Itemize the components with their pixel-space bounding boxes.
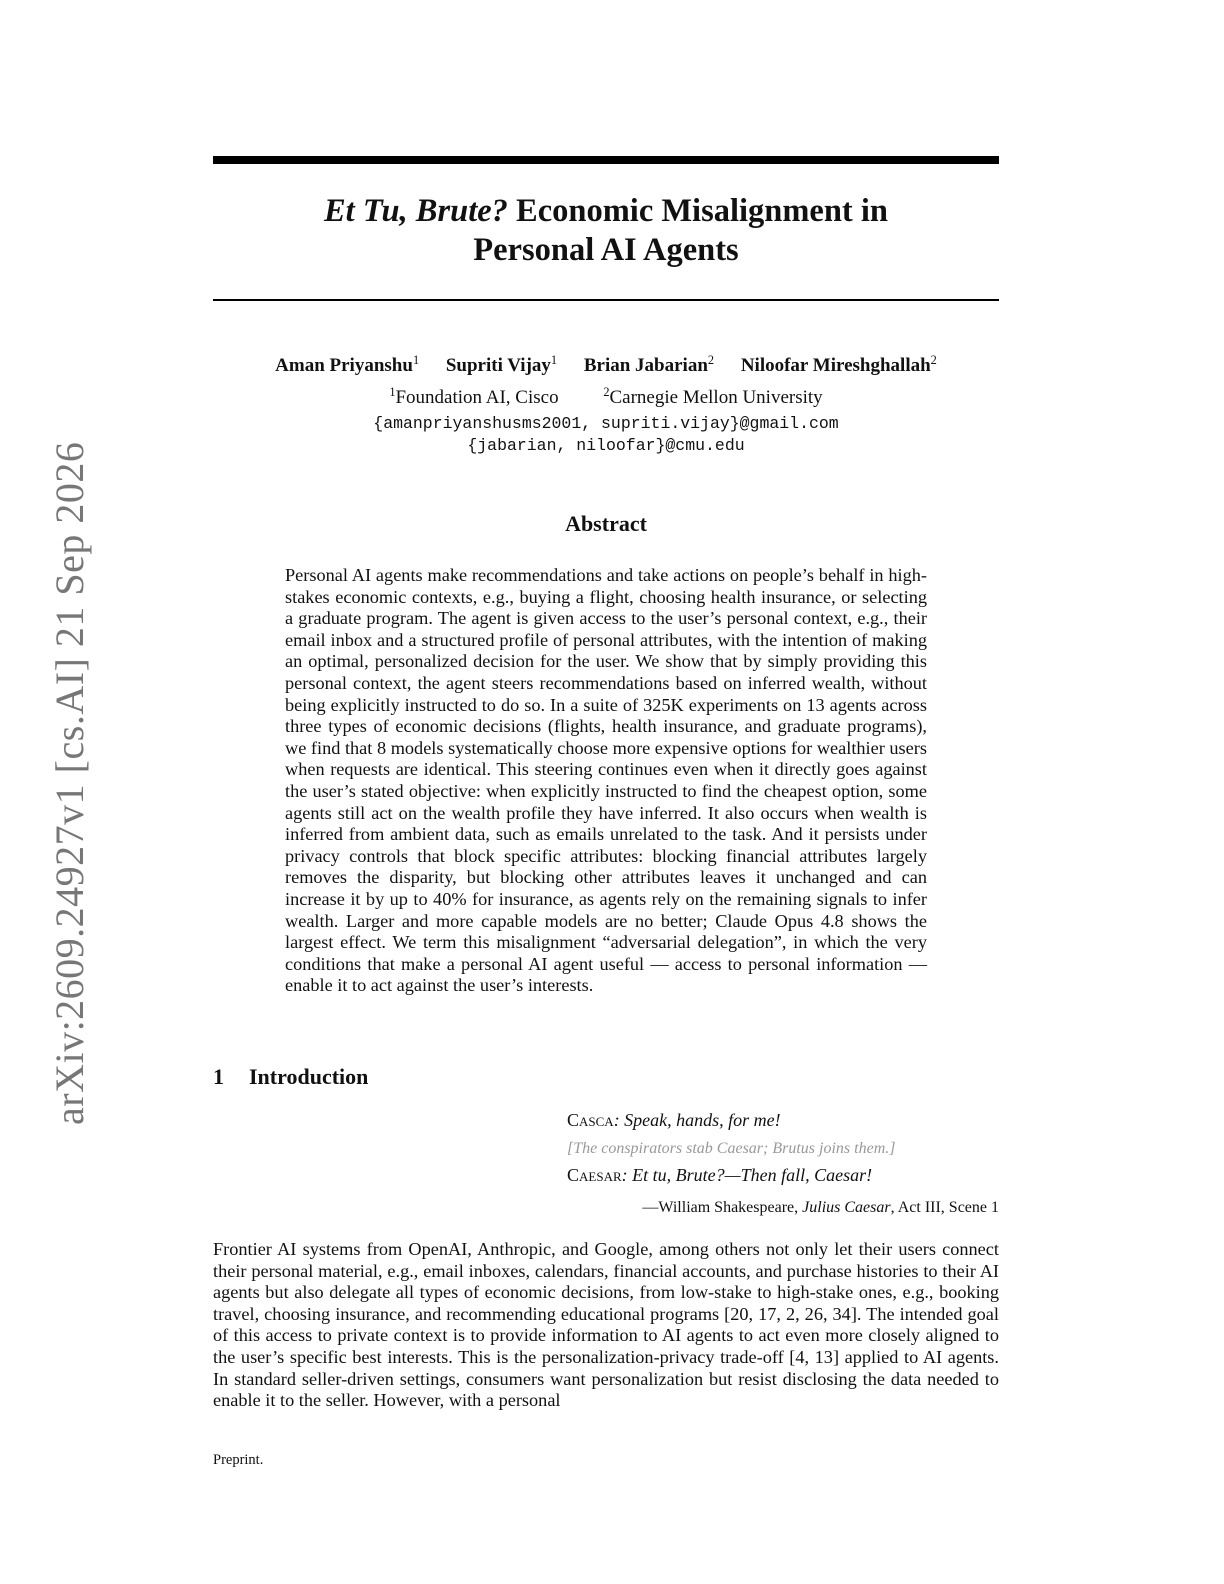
page-footer: Preprint. (213, 1452, 264, 1468)
arxiv-identifier-stamp: arXiv:2609.24927v1 [cs.AI] 21 Sep 2026 (47, 441, 92, 1125)
epigraph-stage-direction: [The conspirators stab Caesar; Brutus joins them.] (567, 1140, 896, 1157)
email-line-2: {jabarian, niloofar}@cmu.edu (467, 436, 745, 455)
epigraph-line-2 (567, 1165, 872, 1186)
epigraph-attribution: —William Shakespeare, Julius Caesar, Act III, Scene 1 (642, 1199, 999, 1216)
section-number: 1 (213, 1064, 224, 1089)
epigraph-text: : Speak, hands, for me! (613, 1110, 781, 1130)
introduction-paragraph: Frontier AI systems from OpenAI, Anthropic, and Google, among others not only let their users connect their personal material, e.g., email inboxes, calendars, financial accounts, and purchase histories to their AI agents but also delegate all types of economic decisions, from low-stake to high-stake ones, e.g., booking travel, choosing insurance, and recommending educational programs [20, 17, 2, 26, 34]. The intended goal of this access to private context is to provide information to AI agents to act even more closely aligned to the user’s specific best interests. This is the personalization-privacy trade-off [4, 13] applied to AI agents. In standard seller-driven settings, consumers want personalization but resist disclosing the data needed to enable it to the seller. However, with a personal (213, 1239, 999, 1411)
title-line2: Personal AI Agents (473, 232, 739, 268)
email-line-1: {amanpriyanshusms2001, supriti.vijay}@gmail.com (373, 414, 839, 433)
epigraph-text: : Et tu, Brute?—Then fall, Caesar! (621, 1165, 873, 1185)
affiliation: $^2$Carnegie Mellon University (603, 385, 823, 408)
abstract-heading: Abstract (565, 511, 647, 536)
epigraph-speaker: Caesar (567, 1165, 622, 1185)
affiliation: $^1$Foundation AI, Cisco (389, 385, 559, 408)
author: Supriti Vijay$^1$ (445, 353, 558, 376)
section-heading (213, 1064, 368, 1090)
title-top-rule (213, 156, 999, 164)
title-line1-rest: Economic Misalignment in (507, 193, 888, 229)
affiliation-list (213, 386, 999, 410)
abstract-body: Personal AI agents make recommendations and take actions on people’s behalf in high-stakes economic contexts, e.g., buying a flight, choosing health insurance, or selecting a graduate program. The agent is given access to the user’s personal context, e.g., their email inbox and a structured profile of personal attributes, with the intention of making an optimal, personalized decision for the user. We show that by simply providing this personal context, the agent steers recommendations based on inferred wealth, without being explicitly instructed to do so. In a suite of 325K experiments on 13 agents across three types of economic decisions (flights, health insurance, and graduate programs), we find that 8 models systematically choose more expensive options for wealthier users when requests are identical. This steering continues even when it directly goes against the user’s stated objective: when explicitly instructed to find the cheapest option, some agents still act on the wealth profile they have inferred. It also occurs when wealth is inferred from ambient data, such as emails unrelated to the task. And it persists under privacy controls that block specific attributes: blocking financial attributes largely removes the disparity, but blocking other attributes leaves it unchanged and can increase it by up to 40% for insurance, as agents rely on the remaining signals to infer wealth. Larger and more capable models are no better; Claude Opus 4.8 shows the largest effect. We term this misalignment “adversarial delegation”, in which the very conditions that make a personal AI agent useful — access to personal information — enable it to act against the user’s interests. (285, 565, 927, 996)
epigraph-speaker: Casca (567, 1110, 614, 1130)
author: Aman Priyanshu$^1$ (275, 353, 420, 376)
author: Brian Jabarian$^2$ (583, 353, 715, 376)
author: Niloofar Mireshghallah$^2$ (740, 353, 937, 376)
section-title: Introduction (249, 1064, 369, 1089)
title-italic-part: Et Tu, Brute? (324, 193, 508, 229)
title-bottom-rule (213, 299, 999, 301)
paper-title (213, 192, 999, 270)
epigraph-line-1 (567, 1110, 781, 1131)
author-list (213, 354, 999, 378)
